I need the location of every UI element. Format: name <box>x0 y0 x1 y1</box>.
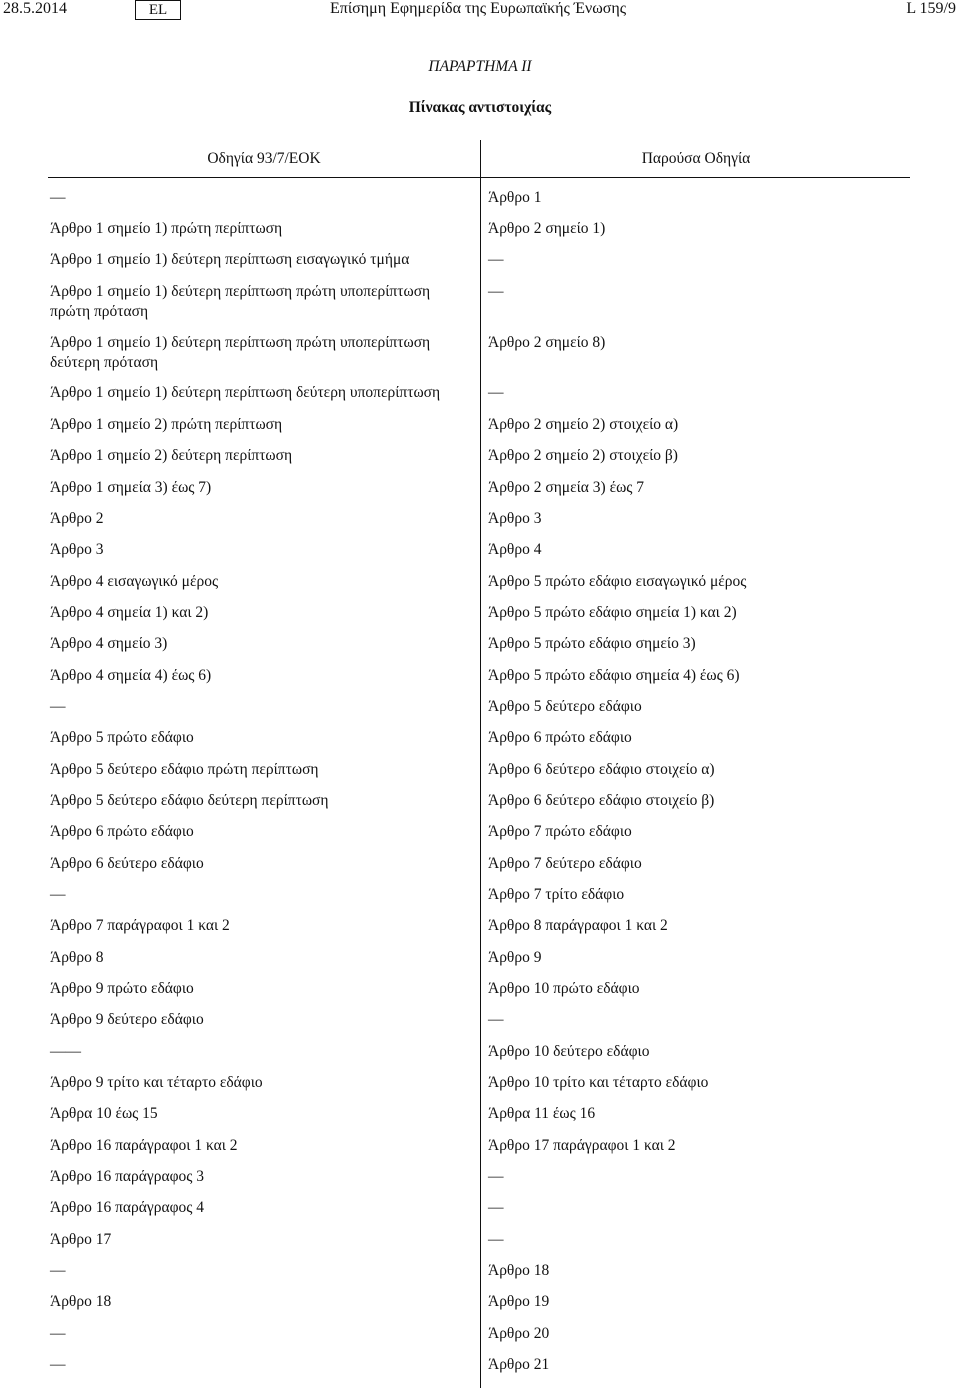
old-directive-cell: Άρθρο 7 παράγραφοι 1 και 2 <box>50 917 230 934</box>
new-directive-cell: Άρθρο 2 σημείο 2) στοιχείο α) <box>488 416 679 433</box>
new-directive-cell: Άρθρο 7 πρώτο εδάφιο <box>488 823 632 840</box>
old-directive-cell: Άρθρο 4 σημεία 1) και 2) <box>50 604 209 621</box>
old-directive-cell: — <box>50 698 66 715</box>
old-directive-cell: Άρθρο 1 σημείο 1) δεύτερη περίπτωση πρώτη υποπερίπτωση πρώτη πρόταση <box>50 283 431 320</box>
old-directive-cell: — <box>50 1356 66 1373</box>
old-directive-cell: Άρθρο 4 σημεία 4) έως 6) <box>50 667 212 684</box>
new-directive-cell: Άρθρο 5 πρώτο εδάφιο σημεία 1) και 2) <box>488 604 737 621</box>
old-directive-cell: Άρθρο 5 δεύτερο εδάφιο πρώτη περίπτωση <box>50 761 319 778</box>
old-directive-cell: — <box>50 1262 66 1279</box>
new-directive-cell: — <box>488 1231 504 1248</box>
journal-title: Επίσημη Εφημερίδα της Ευρωπαϊκής Ένωσης <box>330 0 627 17</box>
new-directive-cell: Άρθρα 11 έως 16 <box>488 1105 596 1122</box>
old-directive-cell: Άρθρο 1 σημείο 1) δεύτερη περίπτωση εισαγωγικό τμήμα <box>50 251 410 268</box>
old-directive-cell: Άρθρο 5 πρώτο εδάφιο <box>50 729 194 746</box>
new-directive-cell: — <box>488 384 504 401</box>
old-directive-cell: Άρθρο 9 τρίτο και τέταρτο εδάφιο <box>50 1074 263 1091</box>
new-directive-cell: Άρθρο 2 σημεία 3) έως 7 <box>488 479 645 496</box>
new-directive-cell: Άρθρο 7 τρίτο εδάφιο <box>488 886 625 903</box>
new-directive-cell: Άρθρο 5 πρώτο εδάφιο εισαγωγικό μέρος <box>488 573 747 590</box>
old-directive-cell: Άρθρο 2 <box>50 510 104 527</box>
column-header-left: Οδηγία 93/7/ΕΟΚ <box>207 150 321 167</box>
new-directive-cell: Άρθρο 2 σημείο 1) <box>488 220 606 237</box>
new-directive-cell: Άρθρο 7 δεύτερο εδάφιο <box>488 855 642 872</box>
old-directive-cell: Άρθρο 1 σημείο 1) δεύτερη περίπτωση δεύτερη υποπερίπτωση <box>50 384 441 401</box>
old-directive-cell: Άρθρο 9 πρώτο εδάφιο <box>50 980 194 997</box>
new-directive-cell: Άρθρο 9 <box>488 949 542 966</box>
new-directive-cell: Άρθρο 21 <box>488 1356 550 1373</box>
old-directive-cell: —— <box>50 1043 81 1060</box>
old-directive-cell: Άρθρα 10 έως 15 <box>50 1105 158 1122</box>
old-directive-cell: Άρθρο 4 εισαγωγικό μέρος <box>50 573 219 590</box>
new-directive-cell: Άρθρο 4 <box>488 541 542 558</box>
old-directive-cell: Άρθρο 3 <box>50 541 104 558</box>
new-directive-cell: Άρθρο 10 δεύτερο εδάφιο <box>488 1043 650 1060</box>
old-directive-cell: Άρθρο 1 σημεία 3) έως 7) <box>50 479 212 496</box>
old-directive-cell: Άρθρο 5 δεύτερο εδάφιο δεύτερη περίπτωση <box>50 792 329 809</box>
old-directive-cell: Άρθρο 1 σημείο 1) πρώτη περίπτωση <box>50 220 283 237</box>
column-header-right: Παρούσα Οδηγία <box>641 150 751 167</box>
new-directive-cell: Άρθρο 1 <box>488 189 542 206</box>
old-directive-cell: Άρθρο 16 παράγραφος 4 <box>50 1199 205 1216</box>
new-directive-cell: Άρθρο 10 πρώτο εδάφιο <box>488 980 640 997</box>
new-directive-cell: Άρθρο 5 πρώτο εδάφιο σημεία 4) έως 6) <box>488 667 740 684</box>
new-directive-cell: Άρθρο 2 σημείο 8) <box>488 334 606 351</box>
new-directive-cell: Άρθρο 20 <box>488 1325 550 1342</box>
new-directive-cell: Άρθρο 19 <box>488 1293 550 1310</box>
new-directive-cell: — <box>488 1168 504 1185</box>
new-directive-cell: Άρθρο 10 τρίτο και τέταρτο εδάφιο <box>488 1074 709 1091</box>
new-directive-cell: Άρθρο 3 <box>488 510 542 527</box>
new-directive-cell: Άρθρο 2 σημείο 2) στοιχείο β) <box>488 447 678 464</box>
old-directive-cell: — <box>50 189 66 206</box>
new-directive-cell: — <box>488 251 504 268</box>
new-directive-cell: Άρθρο 5 δεύτερο εδάφιο <box>488 698 642 715</box>
page-header <box>0 0 960 24</box>
old-directive-cell: Άρθρο 1 σημείο 1) δεύτερη περίπτωση πρώτη υποπερίπτωση δεύτερη πρόταση <box>50 334 431 371</box>
old-directive-cell: — <box>50 886 66 903</box>
new-directive-cell: — <box>488 1199 504 1216</box>
new-directive-cell: Άρθρο 17 παράγραφοι 1 και 2 <box>488 1137 676 1154</box>
old-directive-cell: Άρθρο 6 δεύτερο εδάφιο <box>50 855 204 872</box>
new-directive-cell: Άρθρο 5 πρώτο εδάφιο σημείο 3) <box>488 635 696 652</box>
annex-title: ΠΑΡΑΡΤΗΜΑ II <box>428 58 532 75</box>
old-directive-cell: Άρθρο 6 πρώτο εδάφιο <box>50 823 194 840</box>
publication-date: 28.5.2014 <box>3 0 67 17</box>
old-directive-cell: Άρθρο 18 <box>50 1293 112 1310</box>
table-title: Πίνακας αντιστοιχίας <box>408 99 552 116</box>
old-directive-cell: Άρθρο 4 σημείο 3) <box>50 635 168 652</box>
old-directive-cell: Άρθρο 8 <box>50 949 104 966</box>
new-directive-cell: — <box>488 1011 504 1028</box>
header-rule <box>48 177 910 178</box>
old-directive-cell: — <box>50 1325 66 1342</box>
new-directive-cell: Άρθρο 6 δεύτερο εδάφιο στοιχείο α) <box>488 761 715 778</box>
new-directive-cell: Άρθρο 6 δεύτερο εδάφιο στοιχείο β) <box>488 792 715 809</box>
new-directive-cell: Άρθρο 6 πρώτο εδάφιο <box>488 729 632 746</box>
new-directive-cell: Άρθρο 8 παράγραφοι 1 και 2 <box>488 917 668 934</box>
page-number: L 159/9 <box>906 0 956 17</box>
old-directive-cell: Άρθρο 16 παράγραφοι 1 και 2 <box>50 1137 238 1154</box>
old-directive-cell: Άρθρο 1 σημείο 2) πρώτη περίπτωση <box>50 416 283 433</box>
new-directive-cell: — <box>488 283 504 300</box>
old-directive-cell: Άρθρο 9 δεύτερο εδάφιο <box>50 1011 204 1028</box>
old-directive-cell: Άρθρο 16 παράγραφος 3 <box>50 1168 205 1185</box>
new-directive-cell: Άρθρο 18 <box>488 1262 550 1279</box>
language-badge: EL <box>135 0 181 20</box>
column-divider <box>480 140 481 1388</box>
old-directive-cell: Άρθρο 17 <box>50 1231 112 1248</box>
old-directive-cell: Άρθρο 1 σημείο 2) δεύτερη περίπτωση <box>50 447 293 464</box>
